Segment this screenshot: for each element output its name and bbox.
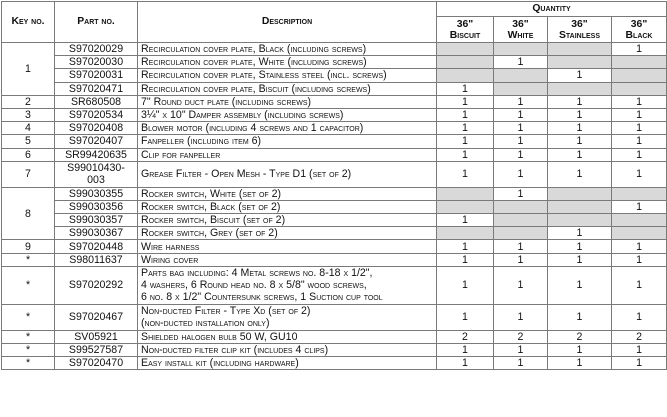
description-cell: Clip for fanpeller — [138, 148, 437, 161]
quantity-cell: 1 — [494, 122, 548, 135]
table-row — [2, 253, 667, 266]
table-row — [2, 82, 667, 95]
part-no-cell: S99030355 — [55, 187, 138, 200]
description-cell: Recirculation cover plate, Stainless steel (incl. screws) — [138, 69, 437, 82]
quantity-cell: 1 — [548, 135, 612, 148]
part-no-cell: SR99420635 — [55, 148, 138, 161]
description-cell: 3¼" x 10" Damper assembly (including screws) — [138, 108, 437, 121]
quantity-cell: 1 — [494, 56, 548, 69]
quantity-cell — [548, 82, 612, 95]
quantity-cell: 1 — [548, 240, 612, 253]
quantity-cell — [437, 187, 494, 200]
table-row — [2, 240, 667, 253]
quantity-cell: 1 — [548, 227, 612, 240]
quantity-cell: 1 — [494, 266, 548, 304]
description-cell: Recirculation cover plate, Biscuit (including screws) — [138, 82, 437, 95]
part-no-cell: S99030357 — [55, 214, 138, 227]
description-line: 6 no. 8 x 1/2" Countersunk screws, 1 Suction cup tool — [141, 291, 383, 304]
quantity-cell: 1 — [548, 161, 612, 187]
part-no-line: S99010430- — [67, 162, 125, 175]
part-no-cell: S99030367 — [55, 227, 138, 240]
quantity-cell: 1 — [612, 266, 667, 304]
quantity-cell: 1 — [612, 108, 667, 121]
description-line: Parts bag including: 4 Metal screws no. 8-18 x 1/2", — [141, 267, 373, 280]
quantity-cell: 1 — [437, 161, 494, 187]
parts-list — [1, 1, 666, 370]
table-row — [2, 330, 667, 343]
key-no-cell: 4 — [2, 122, 55, 135]
description-cell: Rocker switch, White (set of 2) — [138, 187, 437, 200]
table-row — [2, 266, 667, 304]
table-row — [2, 214, 667, 227]
description-cell: Non-ducted filter clip kit (includes 4 clips) — [138, 344, 437, 357]
quantity-cell — [494, 200, 548, 213]
description-line: Non-ducted Filter - Type Xd (set of 2) — [141, 305, 311, 318]
quantity-cell: 1 — [437, 122, 494, 135]
part-no-cell — [55, 161, 138, 187]
table-row — [2, 227, 667, 240]
description-cell — [138, 304, 437, 330]
part-no-cell: S97020408 — [55, 122, 138, 135]
quantity-cell — [612, 214, 667, 227]
part-no-cell: S98011637 — [55, 253, 138, 266]
quantity-cell: 1 — [437, 148, 494, 161]
part-no-cell: S97020407 — [55, 135, 138, 148]
quantity-cell: 1 — [612, 357, 667, 370]
table-row — [2, 187, 667, 200]
table-row — [2, 200, 667, 213]
header-variant — [548, 17, 612, 43]
key-no-cell: * — [2, 344, 55, 357]
part-no-cell: S97020470 — [55, 357, 138, 370]
description-cell: Fanpeller (including item 6) — [138, 135, 437, 148]
quantity-cell: 1 — [548, 266, 612, 304]
quantity-cell: 1 — [612, 344, 667, 357]
quantity-cell: 2 — [548, 330, 612, 343]
variant-size: 36" — [512, 18, 529, 30]
part-no-cell: S99527587 — [55, 344, 138, 357]
quantity-cell: 1 — [612, 240, 667, 253]
quantity-cell — [612, 227, 667, 240]
quantity-cell — [548, 43, 612, 56]
quantity-cell: 1 — [494, 135, 548, 148]
quantity-cell: 1 — [612, 135, 667, 148]
quantity-cell: 1 — [437, 214, 494, 227]
key-no-cell: 9 — [2, 240, 55, 253]
quantity-cell: 1 — [548, 69, 612, 82]
quantity-cell: 1 — [494, 304, 548, 330]
quantity-cell — [437, 200, 494, 213]
part-no-cell: S97020030 — [55, 56, 138, 69]
key-no-cell: 7 — [2, 161, 55, 187]
part-no-cell: SR680508 — [55, 95, 138, 108]
quantity-cell — [548, 214, 612, 227]
part-no-cell: S97020471 — [55, 82, 138, 95]
key-no-cell: 1 — [2, 43, 55, 96]
quantity-cell: 1 — [548, 253, 612, 266]
part-no-cell: S99030356 — [55, 200, 138, 213]
quantity-cell: 1 — [437, 82, 494, 95]
quantity-cell: 1 — [437, 357, 494, 370]
part-no-cell: S97020534 — [55, 108, 138, 121]
variant-finish: Biscuit — [449, 29, 481, 41]
key-no-cell: 6 — [2, 148, 55, 161]
table-row — [2, 148, 667, 161]
quantity-cell — [494, 43, 548, 56]
quantity-cell: 1 — [548, 95, 612, 108]
quantity-cell: 1 — [612, 43, 667, 56]
quantity-cell: 1 — [437, 253, 494, 266]
header-variant — [494, 17, 548, 43]
part-no-cell: S97020029 — [55, 43, 138, 56]
key-no-cell: 5 — [2, 135, 55, 148]
quantity-cell — [494, 69, 548, 82]
quantity-cell: 1 — [437, 95, 494, 108]
quantity-cell: 1 — [494, 95, 548, 108]
quantity-cell: 1 — [612, 304, 667, 330]
variant-finish: White — [507, 29, 534, 41]
variant-size: 36" — [456, 18, 474, 30]
description-cell: Wiring cover — [138, 253, 437, 266]
description-cell: 7" Round duct plate (including screws) — [138, 95, 437, 108]
table-row — [2, 122, 667, 135]
key-no-cell: * — [2, 330, 55, 343]
table-row — [2, 56, 667, 69]
table-row — [2, 43, 667, 56]
table-row — [2, 135, 667, 148]
part-no-cell: S97020448 — [55, 240, 138, 253]
quantity-cell — [612, 56, 667, 69]
quantity-cell: 2 — [612, 330, 667, 343]
quantity-cell: 1 — [494, 161, 548, 187]
quantity-cell: 1 — [548, 122, 612, 135]
quantity-cell — [437, 43, 494, 56]
description-cell: Recirculation cover plate, White (including screws) — [138, 56, 437, 69]
description-cell: Blower motor (including 4 screws and 1 capacitor) — [138, 122, 437, 135]
variant-finish: Black — [625, 29, 653, 41]
quantity-cell: 1 — [437, 344, 494, 357]
quantity-cell: 1 — [437, 135, 494, 148]
description-line: (non-ducted installation only) — [141, 317, 270, 330]
quantity-cell: 1 — [548, 344, 612, 357]
quantity-cell: 1 — [494, 148, 548, 161]
quantity-cell — [437, 227, 494, 240]
quantity-cell — [437, 56, 494, 69]
key-no-cell: 8 — [2, 187, 55, 240]
quantity-cell: 1 — [612, 253, 667, 266]
quantity-cell: 1 — [437, 266, 494, 304]
description-line: 4 washers, 6 Round head no. 8 x 5/8" wood screws, — [141, 279, 367, 292]
part-no-cell: S97020467 — [55, 304, 138, 330]
quantity-cell: 1 — [612, 95, 667, 108]
description-cell: Wire harness — [138, 240, 437, 253]
parts-table — [1, 1, 667, 370]
header-quantity: Quantity — [437, 2, 667, 17]
table-row — [2, 69, 667, 82]
quantity-cell: 1 — [437, 240, 494, 253]
key-no-cell: * — [2, 357, 55, 370]
key-no-cell: * — [2, 266, 55, 304]
quantity-cell: 1 — [548, 108, 612, 121]
key-no-cell: * — [2, 253, 55, 266]
quantity-cell: 1 — [612, 161, 667, 187]
description-cell: Rocker switch, Grey (set of 2) — [138, 227, 437, 240]
quantity-cell — [612, 187, 667, 200]
description-cell: Shielded halogen bulb 50 W, GU10 — [138, 330, 437, 343]
part-no-cell: S97020292 — [55, 266, 138, 304]
quantity-cell: 1 — [548, 304, 612, 330]
quantity-cell: 2 — [437, 330, 494, 343]
quantity-cell: 1 — [548, 148, 612, 161]
header-variant — [612, 17, 667, 43]
table-row — [2, 357, 667, 370]
description-cell: Rocker switch, Biscuit (set of 2) — [138, 214, 437, 227]
quantity-cell — [612, 69, 667, 82]
variant-size: 36" — [571, 18, 588, 30]
part-no-line: 003 — [87, 174, 105, 187]
quantity-cell: 1 — [494, 357, 548, 370]
quantity-cell: 2 — [494, 330, 548, 343]
quantity-cell: 1 — [612, 200, 667, 213]
quantity-cell — [437, 69, 494, 82]
header-part-no: Part no. — [55, 2, 138, 43]
table-row — [2, 344, 667, 357]
quantity-cell: 1 — [494, 240, 548, 253]
quantity-cell: 1 — [437, 108, 494, 121]
quantity-cell: 1 — [612, 122, 667, 135]
description-cell: Recirculation cover plate, Black (including screws) — [138, 43, 437, 56]
header-description: Description — [138, 2, 437, 43]
quantity-cell: 1 — [494, 253, 548, 266]
quantity-cell — [548, 56, 612, 69]
quantity-cell — [548, 200, 612, 213]
quantity-cell — [494, 82, 548, 95]
quantity-cell — [494, 214, 548, 227]
key-no-cell: * — [2, 304, 55, 330]
description-cell: Grease Filter - Open Mesh - Type D1 (set of 2) — [138, 161, 437, 187]
header-key-no: Key no. — [2, 2, 55, 43]
description-cell — [138, 266, 437, 304]
table-row — [2, 108, 667, 121]
header-variant — [437, 17, 494, 43]
quantity-cell — [494, 227, 548, 240]
quantity-cell — [548, 187, 612, 200]
table-row — [2, 161, 667, 187]
description-cell: Rocker switch, Black (set of 2) — [138, 200, 437, 213]
key-no-cell: 3 — [2, 108, 55, 121]
key-no-cell: 2 — [2, 95, 55, 108]
variant-size: 36" — [630, 18, 648, 30]
quantity-cell: 1 — [494, 187, 548, 200]
quantity-cell: 1 — [494, 344, 548, 357]
quantity-cell: 1 — [494, 108, 548, 121]
quantity-cell: 1 — [612, 148, 667, 161]
description-cell: Easy install kit (including hardware) — [138, 357, 437, 370]
quantity-cell: 1 — [548, 357, 612, 370]
quantity-cell — [612, 82, 667, 95]
quantity-cell: 1 — [437, 304, 494, 330]
table-row — [2, 95, 667, 108]
variant-finish: Stainless — [558, 29, 601, 41]
table-row — [2, 304, 667, 330]
part-no-cell: SV05921 — [55, 330, 138, 343]
part-no-cell: S97020031 — [55, 69, 138, 82]
